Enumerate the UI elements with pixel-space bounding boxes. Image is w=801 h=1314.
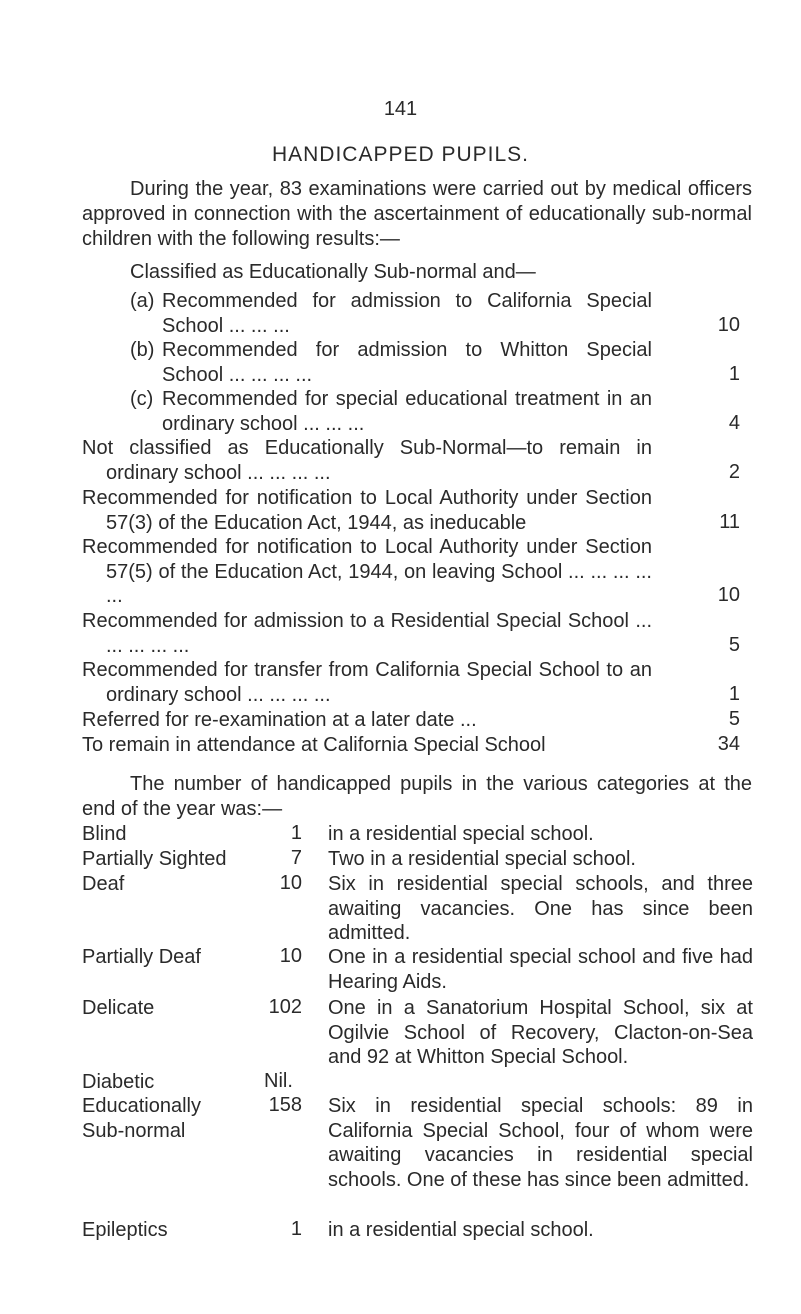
result-value: 10 — [717, 584, 740, 606]
category-count: 158 — [268, 1094, 302, 1116]
category-name: Epileptics — [82, 1219, 168, 1241]
category-count: 7 — [290, 847, 302, 869]
result-label: (a) — [130, 290, 155, 312]
result-item — [82, 658, 652, 707]
result-text: Recommended for admission to a Residential Special School ... ... ... ... ... — [82, 610, 652, 657]
result-value: 34 — [717, 733, 740, 755]
result-item — [130, 338, 652, 387]
category-detail: One in a residential special school and five had Hearing Aids. — [328, 946, 753, 993]
result-item — [130, 289, 652, 338]
result-value: 1 — [728, 363, 740, 385]
result-item — [82, 535, 652, 609]
category-name: Blind — [82, 823, 127, 845]
category-count: 1 — [290, 822, 302, 844]
category-name: Educationally Sub-normal — [82, 1095, 201, 1142]
category-name: Delicate — [82, 997, 155, 1019]
category-detail: One in a Sanatorium Hospital School, six at Ogilvie School of Recovery, Clacton-on-Sea and 92 at Whitton Special School. — [328, 997, 753, 1069]
category-count: 10 — [279, 945, 302, 967]
category-detail: in a residential special school. — [328, 823, 594, 845]
category-detail: in a residential special school. — [328, 1219, 594, 1241]
page-number: 141 — [383, 98, 418, 120]
result-text: Recommended for transfer from California Special School to an ordinary school ... ... ... ... — [82, 659, 652, 706]
result-label: (c) — [130, 388, 154, 410]
category-name: Partially Deaf — [82, 946, 201, 968]
category-name: Partially Sighted — [82, 848, 227, 870]
result-item — [82, 436, 652, 485]
result-text: Recommended for admission to Whitton Special School ... ... ... ... — [162, 339, 652, 386]
result-text: To remain in attendance at California Special School — [82, 734, 546, 756]
result-item — [130, 387, 652, 436]
result-value: 5 — [728, 634, 740, 656]
result-value: 2 — [728, 461, 740, 483]
category-count: Nil. — [264, 1070, 293, 1092]
category-detail: Six in residential special schools, and three awaiting vacancies. One has since been admitted. — [328, 873, 753, 945]
result-text: Recommended for admission to California Special School ... ... ... — [162, 290, 652, 337]
result-item — [82, 609, 652, 658]
categories-intro: The number of handicapped pupils in the various categories at the end of the year was:— — [82, 773, 752, 820]
category-name: Diabetic — [82, 1071, 155, 1093]
page-title: HANDICAPPED PUPILS. — [271, 143, 530, 166]
result-text: Recommended for notification to Local Authority under Section 57(5) of the Education Act, 1944, on leaving School ... ... ... ... ... — [82, 536, 652, 608]
result-text: Referred for re-examination at a later date ... — [82, 709, 477, 731]
category-count: 102 — [268, 996, 302, 1018]
category-detail: Six in residential special schools: 89 in California Special School, four of whom were awaiting vacancies in residential special schools. One of these has since been admitted. — [328, 1095, 753, 1191]
category-count: 1 — [290, 1218, 302, 1240]
result-item — [82, 733, 702, 758]
result-text: Recommended for notification to Local Authority under Section 57(3) of the Education Act, 1944, as ineducable — [82, 487, 652, 534]
result-text: Not classified as Educationally Sub-Normal—to remain in ordinary school ... ... ... ... — [82, 437, 652, 484]
category-detail: Two in a residential special school. — [328, 848, 636, 870]
category-count: 10 — [279, 872, 302, 894]
result-item — [82, 486, 652, 535]
result-value: 5 — [728, 708, 740, 730]
result-text: Recommended for special educational treatment in an ordinary school ... ... ... — [162, 388, 652, 435]
result-item — [82, 708, 702, 733]
category-name: Deaf — [82, 873, 125, 895]
result-label: (b) — [130, 339, 155, 361]
result-value: 10 — [717, 314, 740, 336]
result-value: 11 — [719, 511, 740, 533]
classified-heading: Classified as Educationally Sub-normal and— — [130, 261, 536, 283]
intro-paragraph: During the year, 83 examinations were carried out by medical officers approved in connection with the ascertainment of educationally sub-normal children with the following results:— — [82, 178, 752, 250]
result-value: 1 — [728, 683, 740, 705]
result-value: 4 — [728, 412, 740, 434]
